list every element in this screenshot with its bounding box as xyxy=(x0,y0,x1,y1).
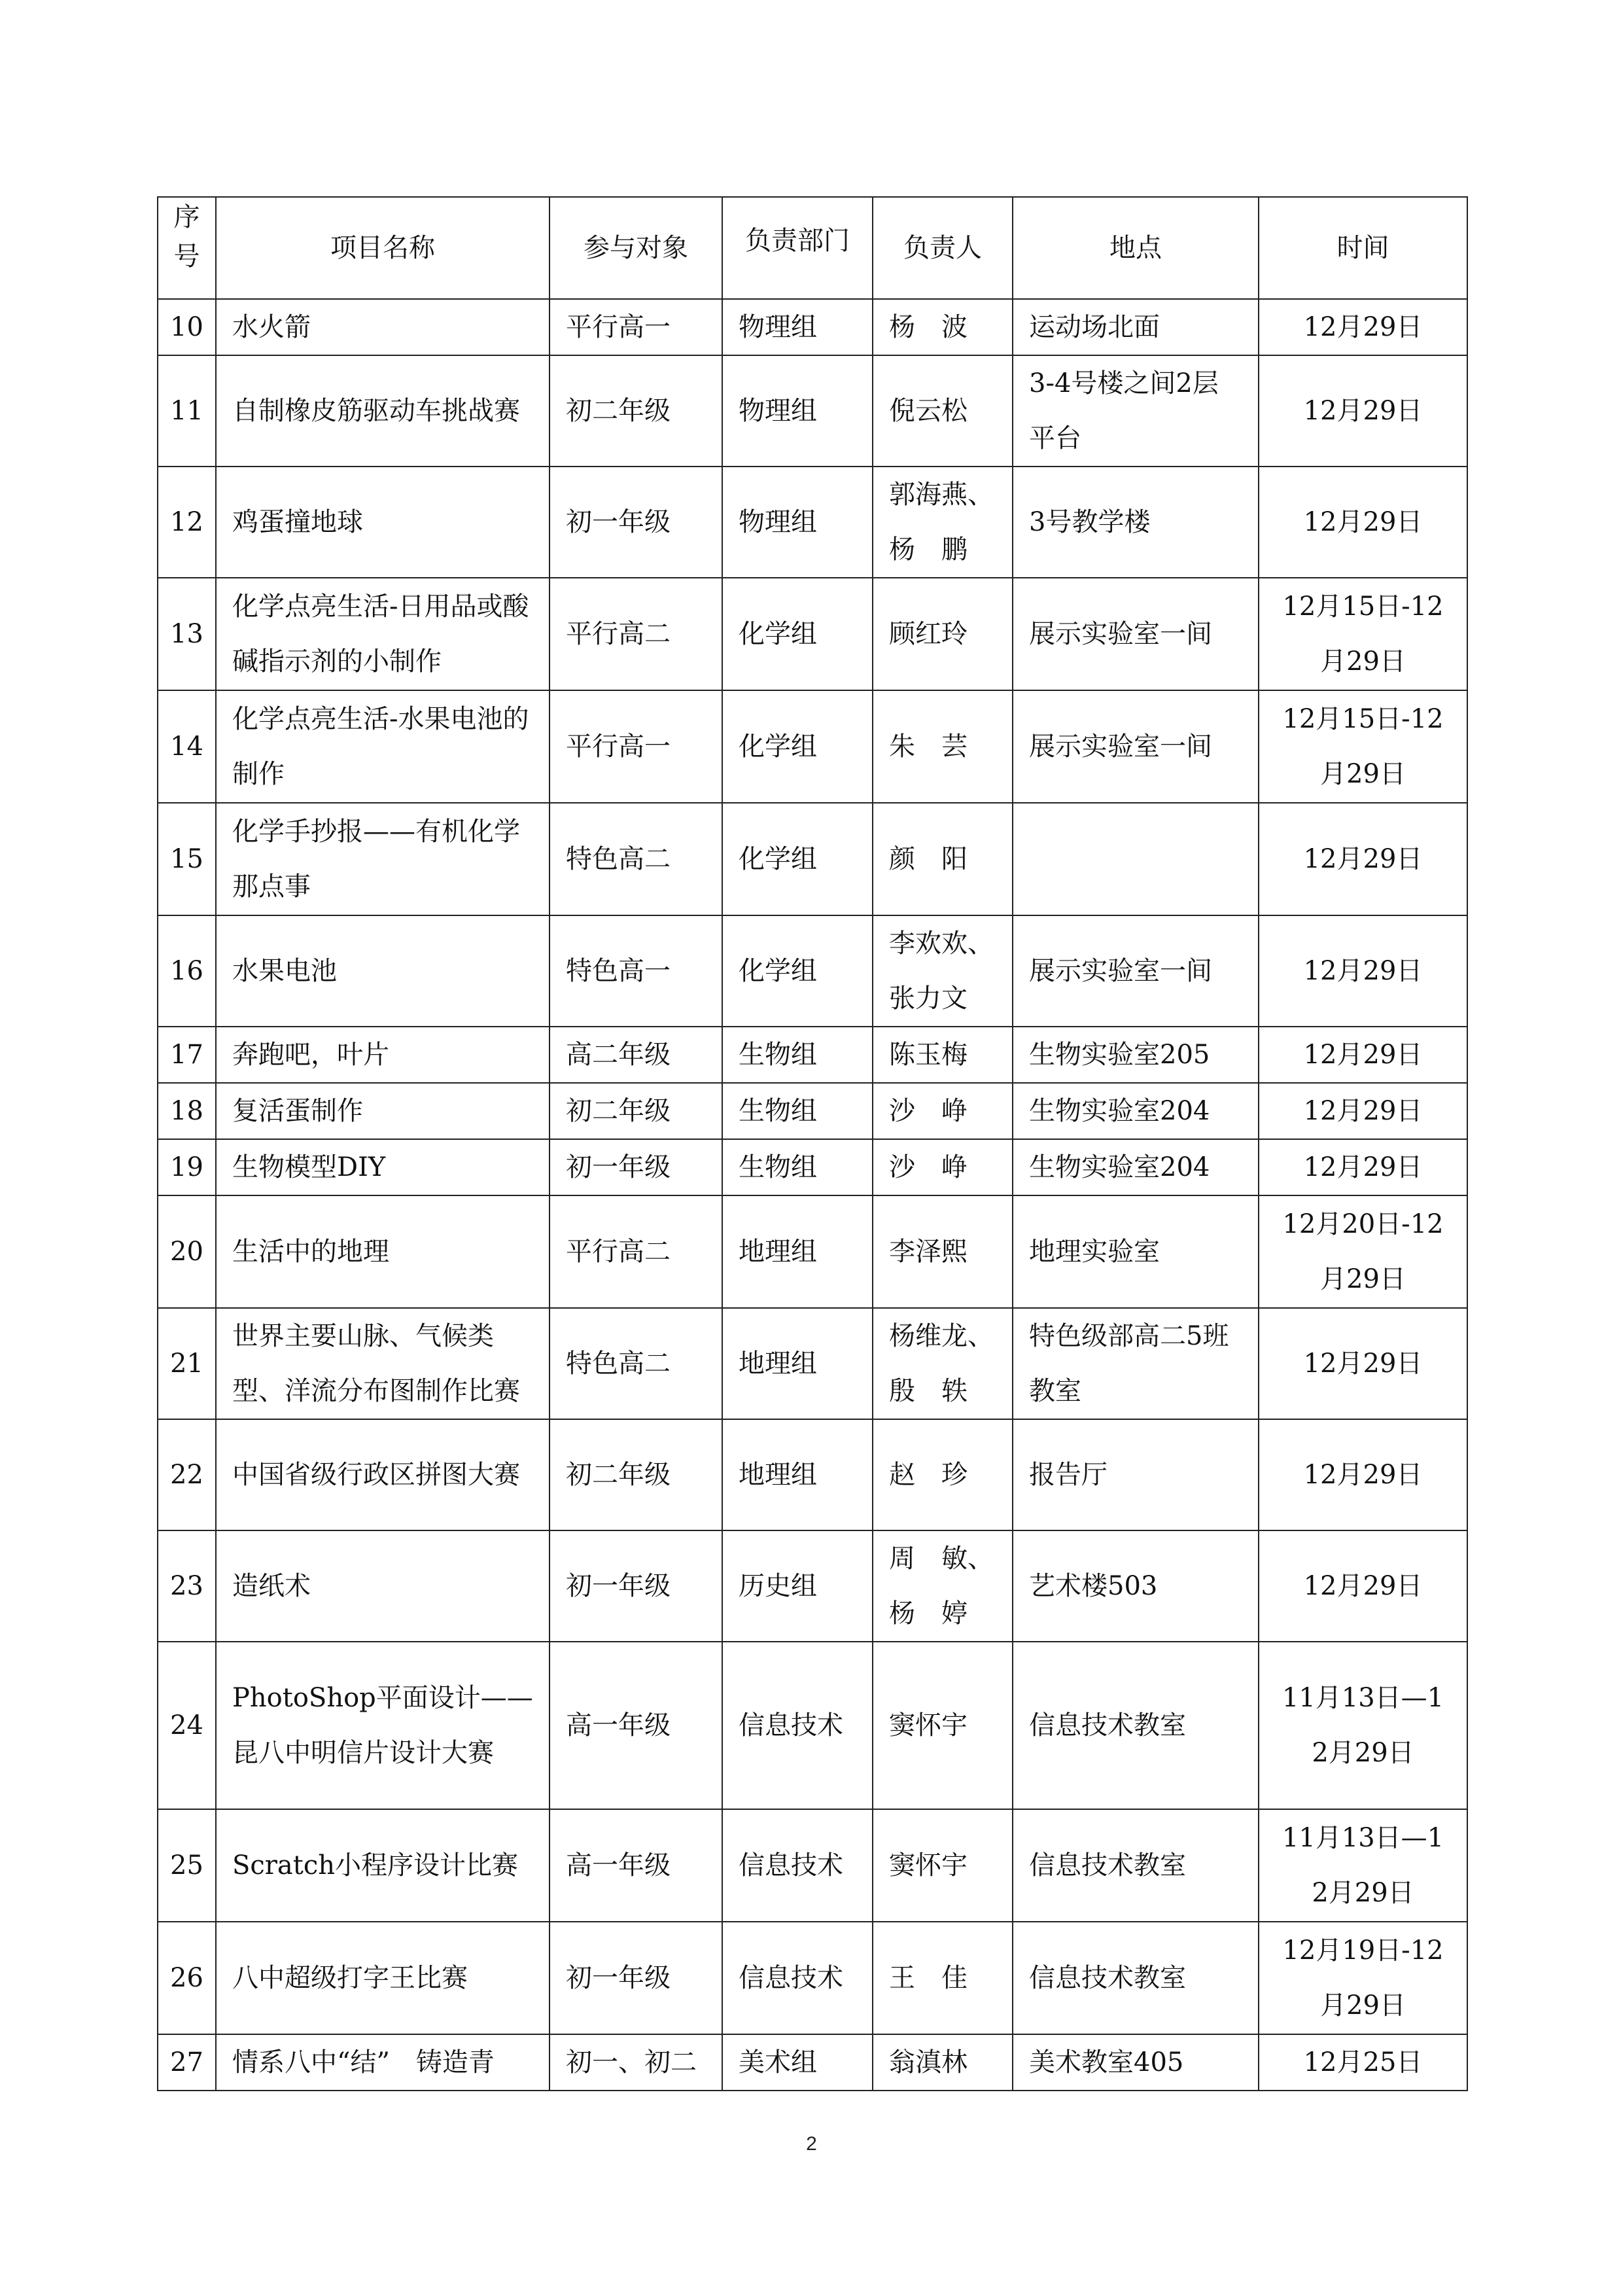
cell-time: 11月13日—12月29日 xyxy=(1259,1642,1467,1809)
cell-time: 11月13日—12月29日 xyxy=(1259,1809,1467,1922)
header-project: 项目名称 xyxy=(216,197,550,299)
cell-person: 王 佳 xyxy=(873,1922,1013,2034)
cell-participants: 特色高二 xyxy=(550,803,722,915)
cell-time: 12月15日-12月29日 xyxy=(1259,578,1467,690)
cell-participants: 初一年级 xyxy=(550,467,722,578)
cell-person: 颜 阳 xyxy=(873,803,1013,915)
table-row xyxy=(158,2034,1467,2091)
cell-location: 展示实验室一间 xyxy=(1013,915,1259,1027)
cell-person: 李欢欢、张力文 xyxy=(873,915,1013,1027)
cell-time: 12月20日-12月29日 xyxy=(1259,1195,1467,1308)
cell-location xyxy=(1013,803,1259,915)
cell-project: 化学点亮生活-水果电池的制作 xyxy=(216,690,550,803)
header-row xyxy=(158,197,1467,299)
table-row xyxy=(158,1027,1467,1083)
cell-project: PhotoShop平面设计——昆八中明信片设计大赛 xyxy=(216,1642,550,1809)
cell-location: 信息技术教室 xyxy=(1013,1642,1259,1809)
cell-dept: 信息技术 xyxy=(722,1642,873,1809)
cell-person: 翁滇林 xyxy=(873,2034,1013,2091)
table-row xyxy=(158,1530,1467,1642)
cell-dept: 物理组 xyxy=(722,467,873,578)
cell-location: 美术教室405 xyxy=(1013,2034,1259,2091)
cell-location: 信息技术教室 xyxy=(1013,1809,1259,1922)
cell-time: 12月25日 xyxy=(1259,2034,1467,2091)
cell-no: 11 xyxy=(158,355,216,467)
table-row xyxy=(158,1419,1467,1530)
cell-time: 12月29日 xyxy=(1259,915,1467,1027)
table-row xyxy=(158,1642,1467,1809)
cell-location: 生物实验室204 xyxy=(1013,1139,1259,1195)
cell-project: 复活蛋制作 xyxy=(216,1083,550,1139)
cell-project: 情系八中“结” 铸造青 xyxy=(216,2034,550,2091)
cell-person: 倪云松 xyxy=(873,355,1013,467)
table-header xyxy=(158,197,1467,299)
cell-dept: 化学组 xyxy=(722,690,873,803)
cell-time: 12月29日 xyxy=(1259,803,1467,915)
cell-location: 运动场北面 xyxy=(1013,299,1259,355)
cell-no: 17 xyxy=(158,1027,216,1083)
cell-participants: 初二年级 xyxy=(550,1419,722,1530)
table-body xyxy=(158,299,1467,2091)
cell-no: 18 xyxy=(158,1083,216,1139)
cell-person: 郭海燕、杨 鹏 xyxy=(873,467,1013,578)
cell-dept: 信息技术 xyxy=(722,1809,873,1922)
cell-dept: 地理组 xyxy=(722,1308,873,1419)
cell-no: 10 xyxy=(158,299,216,355)
cell-location: 生物实验室204 xyxy=(1013,1083,1259,1139)
cell-dept: 化学组 xyxy=(722,915,873,1027)
cell-project: 奔跑吧，叶片 xyxy=(216,1027,550,1083)
cell-participants: 平行高一 xyxy=(550,299,722,355)
cell-participants: 特色高二 xyxy=(550,1308,722,1419)
cell-project: 生物模型DIY xyxy=(216,1139,550,1195)
cell-participants: 平行高一 xyxy=(550,690,722,803)
cell-person: 沙 峥 xyxy=(873,1139,1013,1195)
cell-project: 八中超级打字王比赛 xyxy=(216,1922,550,2034)
cell-project: 鸡蛋撞地球 xyxy=(216,467,550,578)
cell-dept: 历史组 xyxy=(722,1530,873,1642)
header-person: 负责人 xyxy=(873,197,1013,299)
table-row xyxy=(158,299,1467,355)
header-dept: 负责部门 xyxy=(722,197,873,299)
cell-location: 3号教学楼 xyxy=(1013,467,1259,578)
cell-time: 12月29日 xyxy=(1259,1419,1467,1530)
cell-no: 12 xyxy=(158,467,216,578)
cell-time: 12月29日 xyxy=(1259,355,1467,467)
cell-no: 19 xyxy=(158,1139,216,1195)
cell-location: 生物实验室205 xyxy=(1013,1027,1259,1083)
cell-person: 李泽熙 xyxy=(873,1195,1013,1308)
table-row xyxy=(158,690,1467,803)
table-row xyxy=(158,803,1467,915)
table-row xyxy=(158,1139,1467,1195)
cell-project: 造纸术 xyxy=(216,1530,550,1642)
cell-no: 20 xyxy=(158,1195,216,1308)
cell-dept: 生物组 xyxy=(722,1139,873,1195)
cell-location: 3-4号楼之间2层平台 xyxy=(1013,355,1259,467)
cell-dept: 生物组 xyxy=(722,1083,873,1139)
cell-dept: 美术组 xyxy=(722,2034,873,2091)
cell-location: 展示实验室一间 xyxy=(1013,578,1259,690)
cell-no: 21 xyxy=(158,1308,216,1419)
cell-time: 12月15日-12月29日 xyxy=(1259,690,1467,803)
cell-no: 24 xyxy=(158,1642,216,1809)
cell-participants: 初一年级 xyxy=(550,1922,722,2034)
cell-location: 地理实验室 xyxy=(1013,1195,1259,1308)
cell-time: 12月29日 xyxy=(1259,299,1467,355)
cell-project: 自制橡皮筋驱动车挑战赛 xyxy=(216,355,550,467)
cell-project: Scratch小程序设计比赛 xyxy=(216,1809,550,1922)
cell-participants: 初一、初二 xyxy=(550,2034,722,2091)
cell-no: 22 xyxy=(158,1419,216,1530)
table-row xyxy=(158,578,1467,690)
cell-time: 12月29日 xyxy=(1259,1308,1467,1419)
table-row xyxy=(158,355,1467,467)
cell-project: 生活中的地理 xyxy=(216,1195,550,1308)
cell-no: 23 xyxy=(158,1530,216,1642)
cell-project: 水果电池 xyxy=(216,915,550,1027)
header-time: 时间 xyxy=(1259,197,1467,299)
cell-project: 中国省级行政区拼图大赛 xyxy=(216,1419,550,1530)
cell-person: 沙 峥 xyxy=(873,1083,1013,1139)
cell-participants: 初一年级 xyxy=(550,1530,722,1642)
cell-dept: 物理组 xyxy=(722,299,873,355)
cell-location: 信息技术教室 xyxy=(1013,1922,1259,2034)
cell-participants: 高二年级 xyxy=(550,1027,722,1083)
cell-no: 16 xyxy=(158,915,216,1027)
cell-location: 特色级部高二5班教室 xyxy=(1013,1308,1259,1419)
page-number: 2 xyxy=(806,2133,817,2155)
cell-person: 窦怀宇 xyxy=(873,1809,1013,1922)
cell-dept: 信息技术 xyxy=(722,1922,873,2034)
cell-time: 12月29日 xyxy=(1259,1027,1467,1083)
cell-time: 12月29日 xyxy=(1259,1530,1467,1642)
cell-dept: 地理组 xyxy=(722,1419,873,1530)
cell-project: 化学点亮生活-日用品或酸碱指示剂的小制作 xyxy=(216,578,550,690)
cell-location: 艺术楼503 xyxy=(1013,1530,1259,1642)
cell-no: 13 xyxy=(158,578,216,690)
cell-participants: 平行高二 xyxy=(550,1195,722,1308)
cell-dept: 化学组 xyxy=(722,578,873,690)
cell-dept: 化学组 xyxy=(722,803,873,915)
cell-person: 周 敏、杨 婷 xyxy=(873,1530,1013,1642)
cell-time: 12月29日 xyxy=(1259,467,1467,578)
cell-person: 杨 波 xyxy=(873,299,1013,355)
cell-participants: 高一年级 xyxy=(550,1809,722,1922)
table-row xyxy=(158,915,1467,1027)
cell-time: 12月19日-12月29日 xyxy=(1259,1922,1467,2034)
cell-participants: 初二年级 xyxy=(550,355,722,467)
activity-table xyxy=(157,196,1468,2091)
cell-dept: 地理组 xyxy=(722,1195,873,1308)
header-no: 序号 xyxy=(158,197,216,299)
table-row xyxy=(158,1195,1467,1308)
cell-participants: 高一年级 xyxy=(550,1642,722,1809)
cell-person: 赵 珍 xyxy=(873,1419,1013,1530)
cell-time: 12月29日 xyxy=(1259,1139,1467,1195)
table-row xyxy=(158,1083,1467,1139)
cell-project: 化学手抄报——有机化学那点事 xyxy=(216,803,550,915)
table-row xyxy=(158,467,1467,578)
cell-person: 杨维龙、殷 轶 xyxy=(873,1308,1013,1419)
cell-time: 12月29日 xyxy=(1259,1083,1467,1139)
cell-person: 顾红玲 xyxy=(873,578,1013,690)
cell-location: 报告厅 xyxy=(1013,1419,1259,1530)
cell-no: 14 xyxy=(158,690,216,803)
cell-no: 26 xyxy=(158,1922,216,2034)
cell-project: 水火箭 xyxy=(216,299,550,355)
table-row xyxy=(158,1809,1467,1922)
cell-person: 陈玉梅 xyxy=(873,1027,1013,1083)
cell-participants: 特色高一 xyxy=(550,915,722,1027)
cell-person: 朱 芸 xyxy=(873,690,1013,803)
cell-participants: 初二年级 xyxy=(550,1083,722,1139)
cell-participants: 初一年级 xyxy=(550,1139,722,1195)
cell-location: 展示实验室一间 xyxy=(1013,690,1259,803)
cell-no: 25 xyxy=(158,1809,216,1922)
header-participants: 参与对象 xyxy=(550,197,722,299)
cell-dept: 生物组 xyxy=(722,1027,873,1083)
cell-dept: 物理组 xyxy=(722,355,873,467)
cell-no: 15 xyxy=(158,803,216,915)
cell-project: 世界主要山脉、气候类型、洋流分布图制作比赛 xyxy=(216,1308,550,1419)
table-row xyxy=(158,1308,1467,1419)
cell-participants: 平行高二 xyxy=(550,578,722,690)
table-row xyxy=(158,1922,1467,2034)
header-location: 地点 xyxy=(1013,197,1259,299)
cell-person: 窦怀宇 xyxy=(873,1642,1013,1809)
cell-no: 27 xyxy=(158,2034,216,2091)
